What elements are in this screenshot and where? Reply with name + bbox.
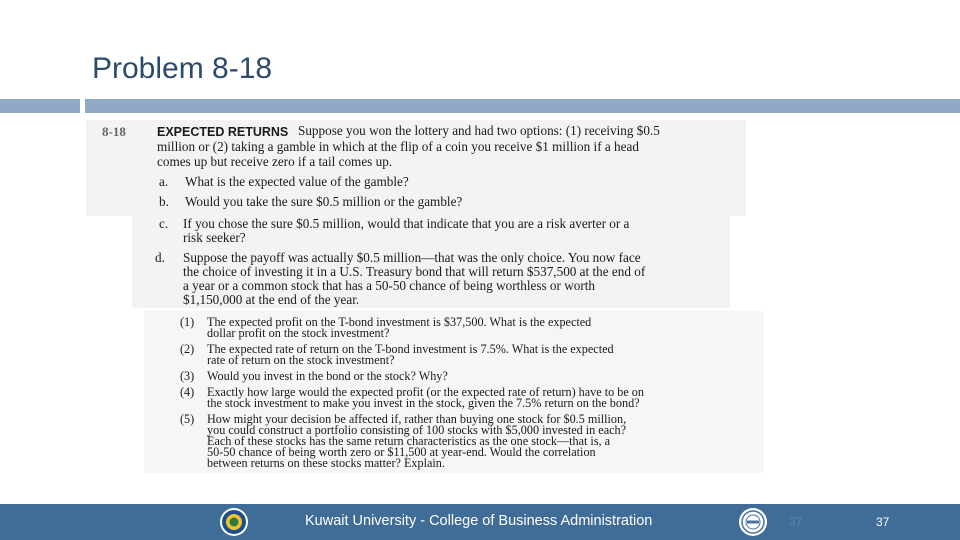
part-text: a year or a common stock that has a 50-50 chance of being worthless or worth [183, 278, 595, 293]
subquestion-label: (5) [180, 412, 195, 426]
aacsb-seal-icon [738, 507, 768, 537]
part-label: c. [159, 216, 169, 231]
subquestion-label: (2) [180, 342, 195, 356]
subquestion-label: (4) [180, 385, 195, 399]
subquestion-text: The expected profit on the T-bond investment is $37,500. What is the expected [207, 315, 592, 329]
subquestion-text: rate of return on the stock investment? [207, 353, 395, 367]
part-text: $1,150,000 at the end of the year. [183, 292, 360, 307]
scan-block-subquestions [144, 311, 764, 473]
subquestion-label: (3) [180, 369, 195, 383]
subquestion-text: How might your decision be affected if, rather than buying one stock for $0.5 million, [207, 412, 627, 426]
part-text: If you chose the sure $0.5 million, would that indicate that you are a risk averter or a [183, 216, 630, 231]
problem-heading: EXPECTED RETURNS [157, 125, 289, 139]
part-text: the choice of investing it in a U.S. Treasury bond that will return $537,500 at the end of [183, 264, 646, 279]
page-number: 37 [876, 515, 890, 529]
university-seal-icon [219, 507, 249, 537]
problem-number: 8-18 [102, 124, 126, 139]
part-label: d. [155, 250, 165, 265]
part-text: What is the expected value of the gamble? [185, 174, 409, 189]
part-text: risk seeker? [183, 230, 246, 245]
intro-line: Suppose you won the lottery and had two options: (1) receiving $0.5 [298, 123, 660, 138]
footer-faint-number: 37 [789, 515, 803, 529]
part-text: Suppose the payoff was actually $0.5 million—that was the only choice. You now face [183, 250, 641, 265]
subquestion-text: you could construct a portfolio consisting of 100 stocks with $5,000 invested in each? [207, 423, 627, 437]
subquestion-text: the stock investment to make you invest in the stock, given the 7.5% return on the bond? [207, 396, 640, 410]
slide-title: Problem 8-18 [92, 52, 273, 85]
scan-block-parts [132, 214, 730, 308]
intro-line: comes up but receive zero if a tail comes up. [157, 154, 393, 169]
title-rule-right [85, 99, 960, 113]
subquestion-text: 50-50 chance of being worth zero or $11,500 at year-end. Would the correlation [207, 445, 596, 459]
part-label: b. [159, 194, 169, 209]
subquestion-text: Each of these stocks has the same return characteristics as the one stock—that is, a [207, 434, 611, 448]
subquestion-text: between returns on these stocks matter? Explain. [207, 456, 445, 470]
subquestion-text: Would you invest in the bond or the stock? Why? [207, 369, 448, 383]
subquestion-text: dollar profit on the stock investment? [207, 326, 390, 340]
part-label: a. [159, 174, 169, 189]
subquestion-text: Exactly how large would the expected profit (or the expected rate of return) have to be on [207, 385, 644, 399]
title-rule-left [0, 99, 80, 113]
scan-block-intro [86, 120, 746, 216]
subquestion-label: (1) [180, 315, 195, 329]
intro-line: million or (2) taking a gamble in which at the flip of a coin you receive $1 million if a head [157, 139, 639, 154]
part-text: Would you take the sure $0.5 million or the gamble? [185, 194, 463, 209]
footer-text: Kuwait University - College of Business Administration [305, 513, 653, 529]
subquestion-text: The expected rate of return on the T-bond investment is 7.5%. What is the expected [207, 342, 614, 356]
